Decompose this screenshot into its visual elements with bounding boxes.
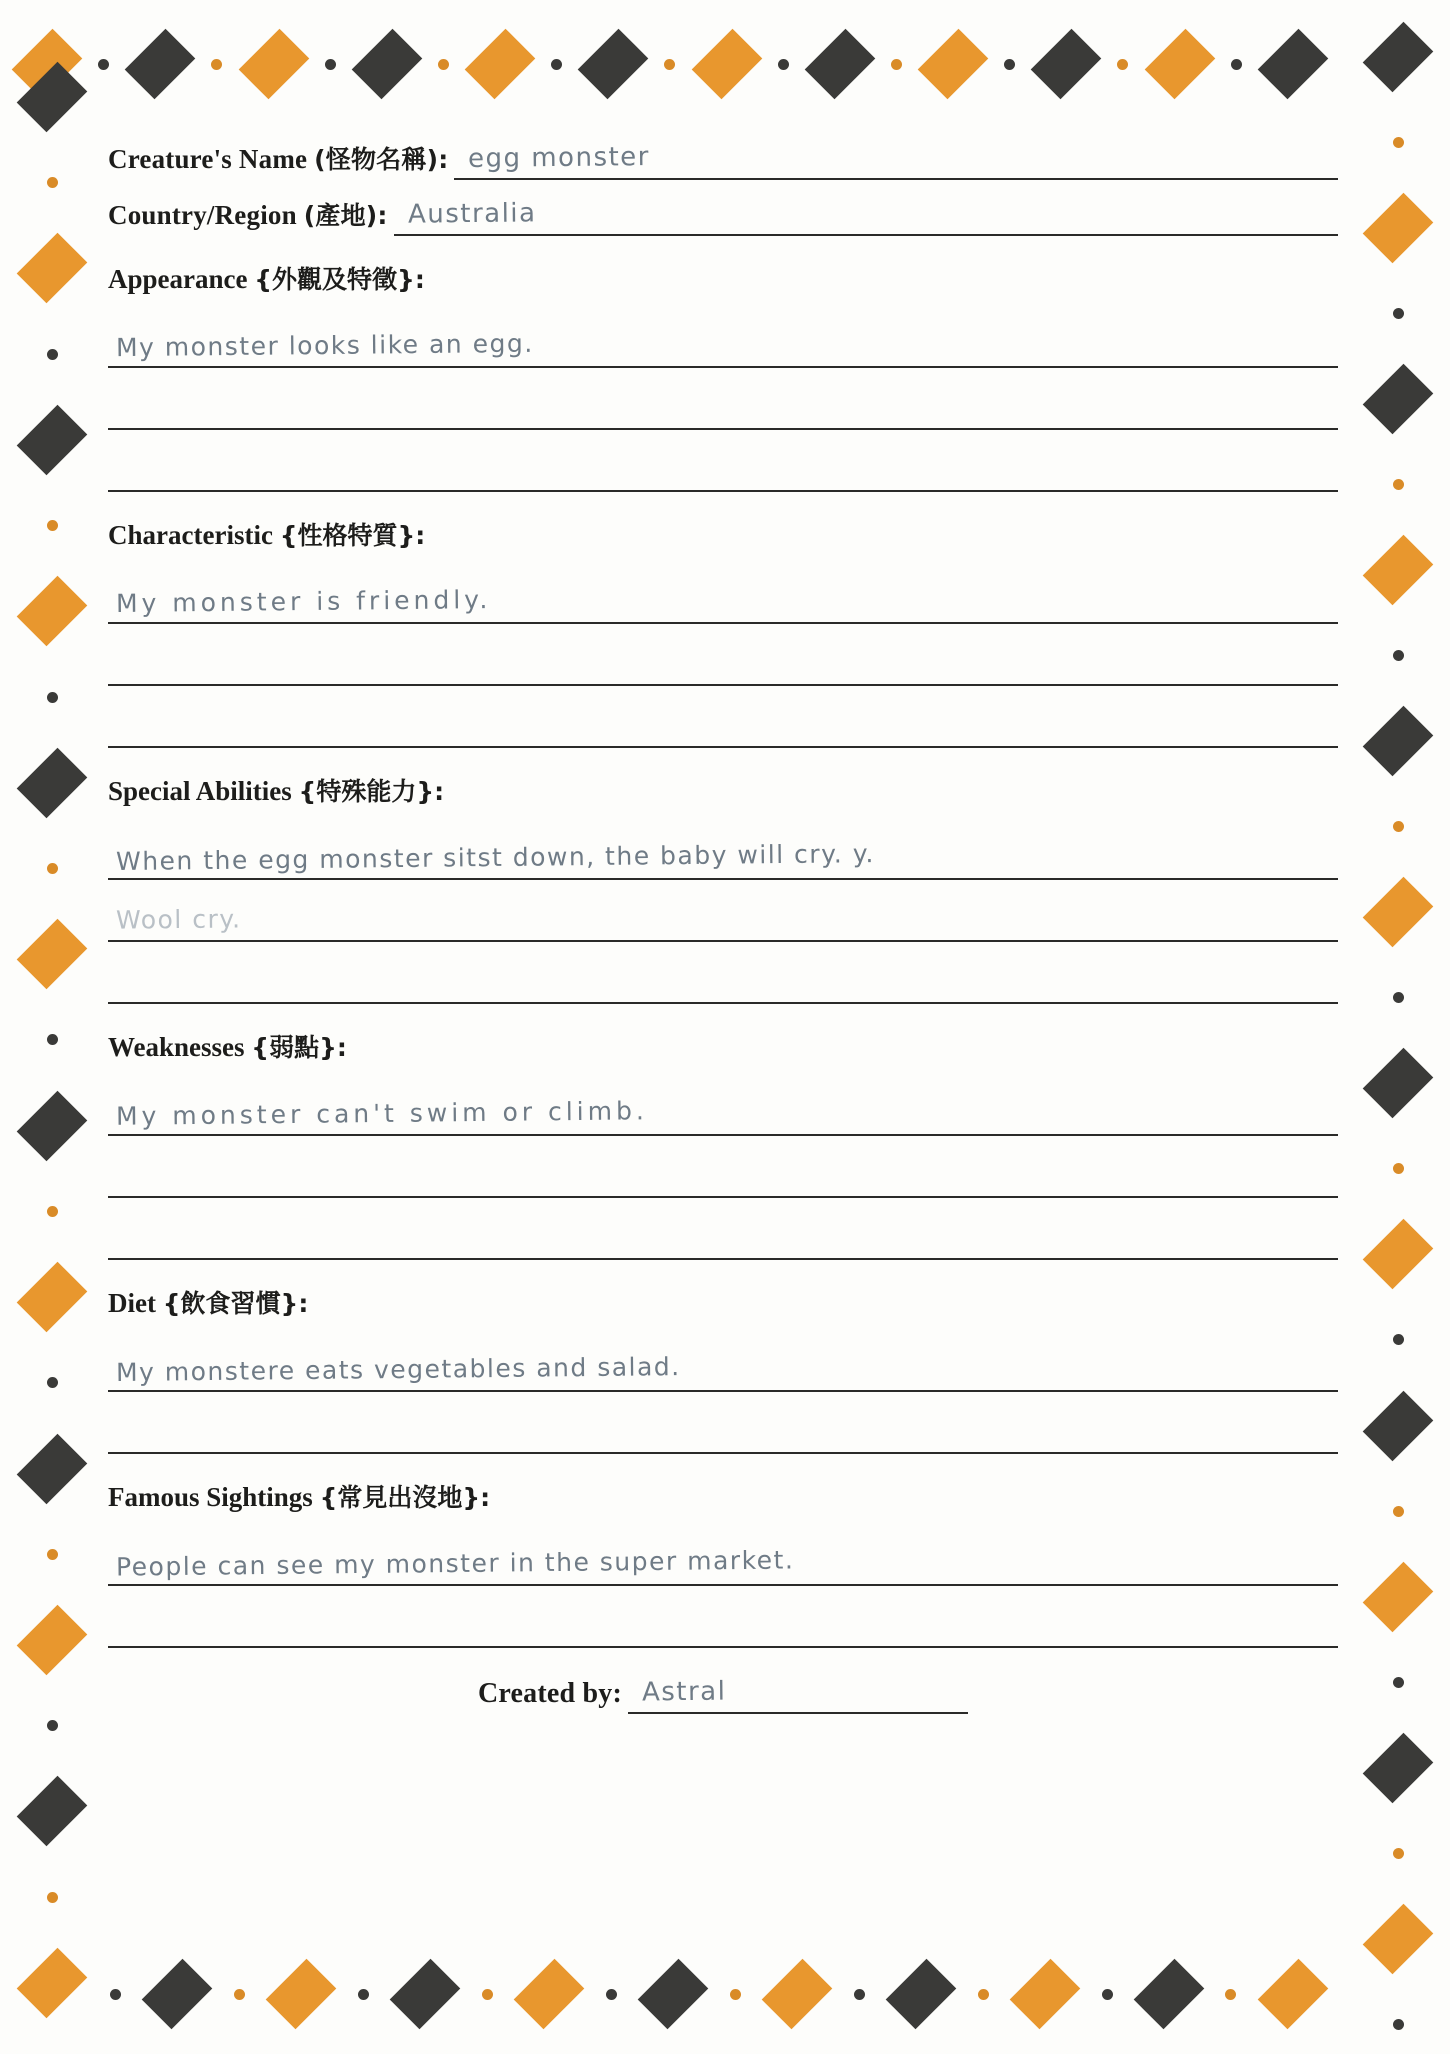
dot-shape (1393, 992, 1404, 1003)
diamond-shape (17, 747, 88, 818)
field-creature-name (108, 140, 1338, 180)
diamond-shape (17, 62, 88, 133)
dot-shape (47, 1206, 58, 1217)
section-lines-special-abilities (108, 818, 1338, 1004)
dot-shape (1393, 2019, 1404, 2030)
writing-line[interactable] (108, 1136, 1338, 1198)
diamond-shape (17, 1090, 88, 1161)
writing-line[interactable] (108, 306, 1338, 368)
writing-line[interactable] (108, 880, 1338, 942)
field-line-country-region[interactable] (394, 196, 1338, 236)
dot-shape (1393, 137, 1404, 148)
writing-line[interactable] (108, 1330, 1338, 1392)
field-line-created-by[interactable] (628, 1676, 968, 1714)
writing-line[interactable] (108, 1074, 1338, 1136)
field-label-created-by: Created by: (478, 1678, 622, 1709)
diamond-shape (638, 1959, 709, 2030)
dot-shape (47, 863, 58, 874)
diamond-shape (1363, 1903, 1434, 1974)
dot-shape (1393, 1163, 1404, 1174)
handwritten-value-creature-name: egg monster (468, 142, 651, 174)
diamond-shape (17, 1776, 88, 1847)
writing-line[interactable] (108, 1392, 1338, 1454)
dot-shape (891, 59, 902, 70)
diamond-shape (17, 1262, 88, 1333)
writing-line[interactable] (108, 562, 1338, 624)
dot-shape (358, 1989, 369, 2000)
dot-shape (47, 692, 58, 703)
dot-shape (47, 1720, 58, 1731)
border-decoration-top (20, 14, 1320, 114)
worksheet-content (108, 140, 1338, 1714)
dot-shape (1393, 1848, 1404, 1859)
dot-shape (1393, 1677, 1404, 1688)
diamond-shape (918, 29, 989, 100)
diamond-shape (266, 1959, 337, 2030)
diamond-shape (125, 29, 196, 100)
section-lines-diet (108, 1330, 1338, 1454)
section-label-weaknesses: Weaknesses {弱點}: (108, 1032, 347, 1062)
dot-shape (47, 1892, 58, 1903)
dot-shape (1393, 479, 1404, 490)
diamond-shape (17, 1948, 88, 2019)
dot-shape (1393, 1334, 1404, 1345)
dot-shape (325, 59, 336, 70)
dot-shape (47, 177, 58, 188)
diamond-shape (390, 1959, 461, 2030)
section-label-appearance: Appearance {外觀及特徵}: (108, 264, 425, 294)
diamond-shape (17, 1433, 88, 1504)
field-label-country-region: Country/Region (產地): (108, 200, 388, 230)
handwritten-text: When the egg monster sitst down, the baby will cry. y. (115, 839, 876, 876)
dot-shape (47, 349, 58, 360)
diamond-shape (691, 29, 762, 100)
section-label-famous-sightings: Famous Sightings {常見出沒地}: (108, 1482, 491, 1512)
border-decoration-left (4, 60, 100, 2020)
diamond-shape (1363, 1219, 1434, 1290)
handwritten-text: My monster can't swim or climb. (115, 1096, 648, 1131)
dot-shape (778, 59, 789, 70)
dot-shape (1225, 1989, 1236, 2000)
dot-shape (1393, 1506, 1404, 1517)
dot-shape (664, 59, 675, 70)
diamond-shape (17, 233, 88, 304)
dot-shape (47, 1549, 58, 1560)
dot-shape (1117, 59, 1128, 70)
dot-shape (47, 1377, 58, 1388)
diamond-shape (17, 1605, 88, 1676)
section-lines-characteristic (108, 562, 1338, 748)
diamond-shape (886, 1959, 957, 2030)
diamond-shape (1363, 1390, 1434, 1461)
dot-shape (1393, 650, 1404, 661)
diamond-shape (1134, 1959, 1205, 2030)
dot-shape (1393, 821, 1404, 832)
field-line-creature-name[interactable] (454, 140, 1338, 180)
border-decoration-bottom (110, 1944, 1320, 2044)
diamond-shape (17, 576, 88, 647)
dot-shape (1004, 59, 1015, 70)
section-label-characteristic: Characteristic {性格特質}: (108, 520, 426, 550)
diamond-shape (1363, 535, 1434, 606)
section-lines-famous-sightings (108, 1524, 1338, 1648)
dot-shape (110, 1989, 121, 2000)
writing-line[interactable] (108, 1198, 1338, 1260)
diamond-shape (1010, 1959, 1081, 2030)
section-label-special-abilities: Special Abilities {特殊能力}: (108, 776, 445, 806)
diamond-shape (1363, 877, 1434, 948)
handwritten-value-created-by: Astral (641, 1676, 727, 1708)
handwritten-text: People can see my monster in the super market. (115, 1545, 795, 1582)
dot-shape (438, 59, 449, 70)
diamond-shape (238, 29, 309, 100)
diamond-shape (578, 29, 649, 100)
dot-shape (606, 1989, 617, 2000)
diamond-shape (1363, 364, 1434, 435)
dot-shape (234, 1989, 245, 2000)
field-created-by (108, 1676, 1338, 1714)
dot-shape (47, 520, 58, 531)
dot-shape (854, 1989, 865, 2000)
handwritten-value-country-region: Australia (407, 198, 537, 230)
diamond-shape (1363, 1732, 1434, 1803)
dot-shape (47, 1034, 58, 1045)
field-country-region (108, 196, 1338, 236)
diamond-shape (17, 405, 88, 476)
diamond-shape (351, 29, 422, 100)
border-decoration-right (1350, 20, 1446, 2030)
handwritten-text: My monster is friendly. (115, 585, 492, 618)
diamond-shape (762, 1959, 833, 2030)
diamond-shape (804, 29, 875, 100)
dot-shape (978, 1989, 989, 2000)
writing-line[interactable] (108, 430, 1338, 492)
dot-shape (211, 59, 222, 70)
diamond-shape (465, 29, 536, 100)
diamond-shape (142, 1959, 213, 2030)
diamond-shape (1258, 1959, 1329, 2030)
dot-shape (1102, 1989, 1113, 2000)
dot-shape (730, 1989, 741, 2000)
section-lines-weaknesses (108, 1074, 1338, 1260)
writing-line[interactable] (108, 368, 1338, 430)
handwritten-text: Wool cry. (115, 904, 242, 935)
handwritten-text: My monster looks like an egg. (115, 328, 534, 363)
section-lines-appearance (108, 306, 1338, 492)
diamond-shape (1363, 193, 1434, 264)
diamond-shape (1363, 1561, 1434, 1632)
writing-line[interactable] (108, 942, 1338, 1004)
writing-line[interactable] (108, 624, 1338, 686)
writing-line[interactable] (108, 1586, 1338, 1648)
diamond-shape (1031, 29, 1102, 100)
dot-shape (1231, 59, 1242, 70)
dot-shape (551, 59, 562, 70)
writing-line[interactable] (108, 1524, 1338, 1586)
dot-shape (1393, 308, 1404, 319)
diamond-shape (1144, 29, 1215, 100)
section-label-diet: Diet {飲食習慣}: (108, 1288, 309, 1318)
diamond-shape (1363, 1048, 1434, 1119)
diamond-shape (1363, 22, 1434, 93)
diamond-shape (514, 1959, 585, 2030)
dot-shape (482, 1989, 493, 2000)
writing-line[interactable] (108, 818, 1338, 880)
diamond-shape (1363, 706, 1434, 777)
diamond-shape (17, 919, 88, 990)
writing-line[interactable] (108, 686, 1338, 748)
field-label-creature-name: Creature's Name (怪物名稱): (108, 144, 449, 174)
diamond-shape (1257, 29, 1328, 100)
handwritten-text: My monstere eats vegetables and salad. (115, 1352, 681, 1387)
